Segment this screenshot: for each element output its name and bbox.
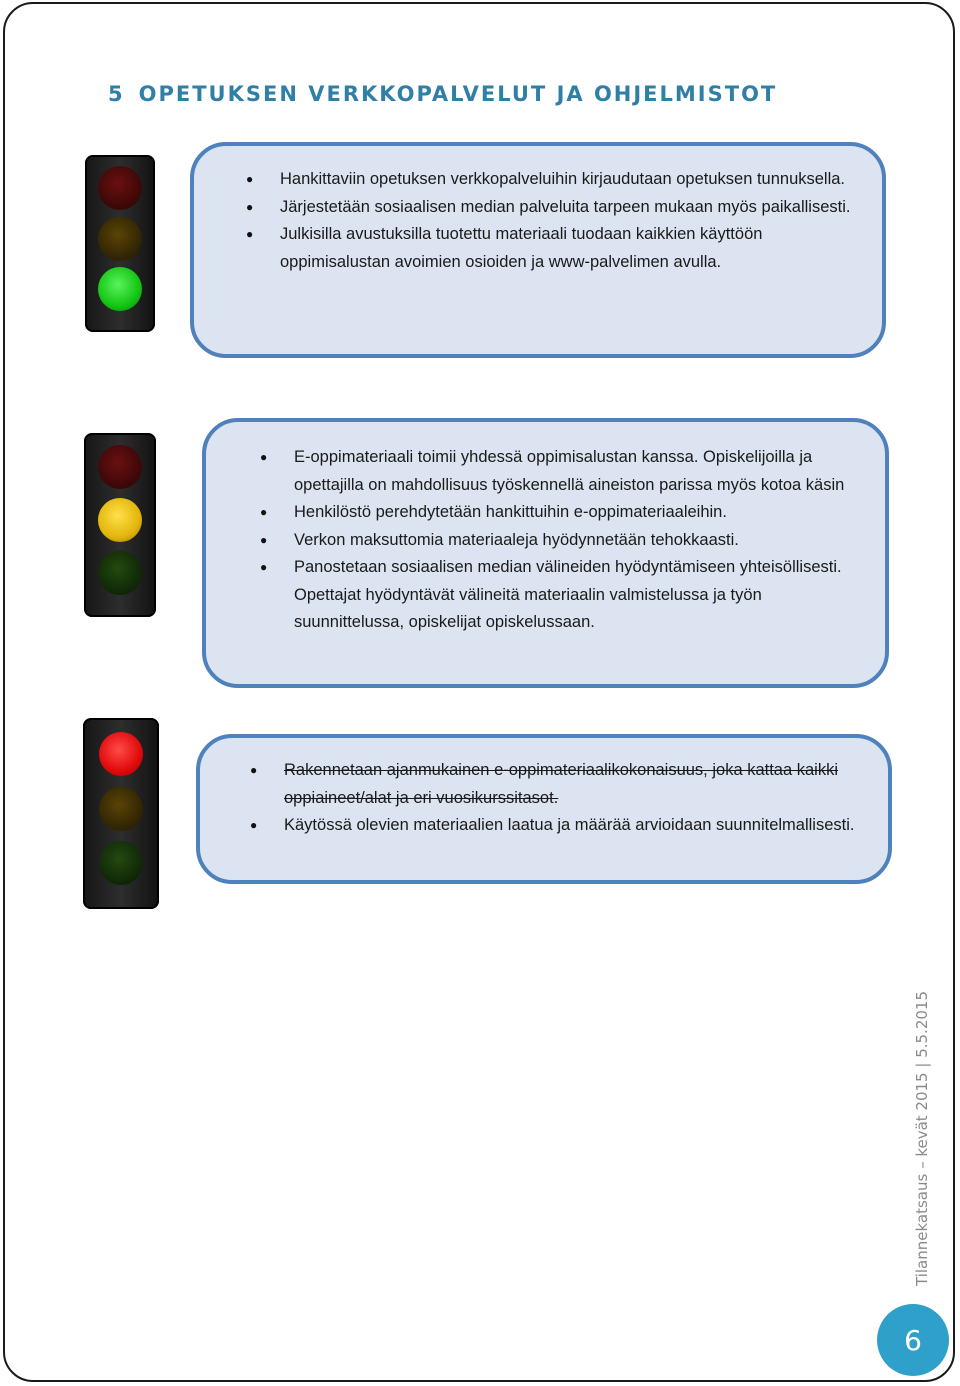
traffic-light-yellow-icon (84, 433, 156, 617)
status-box-green (190, 142, 886, 358)
bullet-list (280, 166, 855, 276)
list-item: ● Henkilöstö perehdytetään hankittuihin e-oppimateriaaleihin. (294, 499, 854, 527)
red-lamp-off (98, 166, 142, 210)
bullet-list (284, 757, 859, 840)
section-heading (108, 82, 777, 106)
red-lamp-off (98, 445, 142, 489)
page-number: 6 (904, 1323, 922, 1357)
green-lamp-on (98, 267, 142, 311)
list-item: ● Panostetaan sosiaalisen median välineiden hyödyntämiseen yhteisöllisesti. Opettajat hyödyntävät välineitä materiaalin valmistelussa ja työn suunnittelussa, opiskelijat opiskelussaan. (294, 554, 854, 637)
yellow-lamp-off (98, 217, 142, 261)
list-item: ● Järjestetään sosiaalisen median palveluita tarpeen mukaan myös paikallisesti. (280, 194, 855, 222)
status-box-yellow (202, 418, 889, 688)
traffic-light-green-icon (85, 155, 155, 332)
status-box-red (196, 734, 892, 884)
list-item: ● Verkon maksuttomia materiaaleja hyödynnetään tehokkaasti. (294, 527, 854, 555)
yellow-lamp-on (98, 498, 142, 542)
green-lamp-off (99, 841, 143, 885)
document-footer-sidebar: Tilannekatsaus – kevät 2015 | 5.5.2015 (913, 991, 931, 1286)
list-item: ● Hankittaviin opetuksen verkkopalveluihin kirjaudutaan opetuksen tunnuksella. (280, 166, 855, 194)
traffic-light-red-icon (83, 718, 159, 909)
page-number-badge (877, 1304, 949, 1376)
red-lamp-on (99, 732, 143, 776)
yellow-lamp-off (99, 787, 143, 831)
list-item: ● E-oppimateriaali toimii yhdessä oppimisalustan kanssa. Opiskelijoilla ja opettajilla on mahdollisuus työskennellä aineiston parissa myös kotoa käsin (294, 444, 854, 499)
list-item: ● Käytössä olevien materiaalien laatua ja määrää arvioidaan suunnitelmallisesti. (284, 812, 859, 840)
list-item-struck: ● Rakennetaan ajanmukainen e-oppimateriaalikokonaisuus, joka kattaa kaikki oppiaineet/alat ja eri vuosikurssitasot. (284, 757, 859, 812)
list-item: ● Julkisilla avustuksilla tuotettu materiaali tuodaan kaikkien käyttöön oppimisalustan avoimien osioiden ja www-palvelimen avulla. (280, 221, 855, 276)
bullet-list (294, 444, 854, 637)
green-lamp-off (98, 551, 142, 595)
section-number: 5 (108, 82, 125, 106)
section-title: OPETUKSEN VERKKOPALVELUT JA OHJELMISTOT (138, 82, 778, 106)
